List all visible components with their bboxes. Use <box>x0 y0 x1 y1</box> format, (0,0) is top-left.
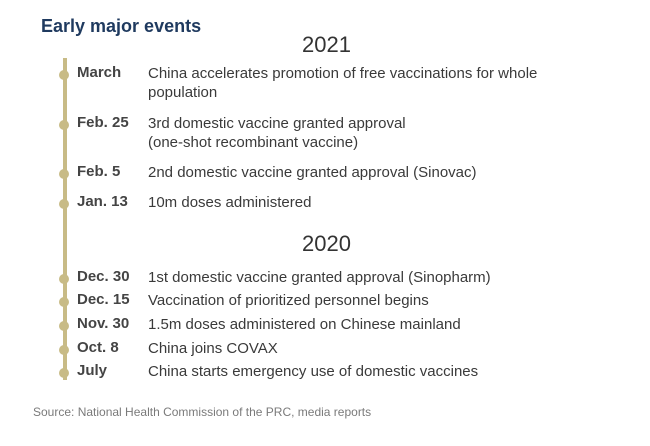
event-date: Feb. 25 <box>77 114 129 131</box>
timeline-dot <box>59 70 69 80</box>
event-date: Dec. 15 <box>77 291 130 308</box>
chart-title: Early major events <box>41 16 202 36</box>
timeline-dot <box>59 120 69 130</box>
event-date: March <box>77 64 122 81</box>
timeline-dot <box>59 274 69 284</box>
timeline-dot <box>59 345 69 355</box>
event-date: Feb. 5 <box>77 163 121 180</box>
timeline-dot <box>59 169 69 179</box>
event-date: July <box>77 362 108 379</box>
timeline-dot <box>59 368 69 378</box>
event-description: 2nd domestic vaccine granted approval (Sinovac) <box>148 164 477 181</box>
event-description: Vaccination of prioritized personnel begins <box>148 292 429 309</box>
timeline-dot <box>59 321 69 331</box>
event-date: Oct. 8 <box>77 339 119 356</box>
timeline-dot <box>59 199 69 209</box>
event-description: China starts emergency use of domestic vaccines <box>148 363 479 380</box>
event-date: Jan. 13 <box>77 193 128 210</box>
event-description: China accelerates promotion of free vaccinations for whole population <box>148 65 538 101</box>
event-description: 1.5m doses administered on Chinese mainland <box>148 316 461 333</box>
timeline-dot <box>59 297 69 307</box>
event-date: Nov. 30 <box>77 315 130 332</box>
event-description: 3rd domestic vaccine granted approval (one-shot recombinant vaccine) <box>148 115 406 151</box>
year-heading-2020: 2020 <box>302 231 351 256</box>
source-note: Source: National Health Commission of the PRC, media reports <box>33 405 372 419</box>
event-description: 10m doses administered <box>148 194 312 211</box>
event-description: China joins COVAX <box>148 340 278 357</box>
event-date: Dec. 30 <box>77 268 130 285</box>
timeline-line <box>63 58 67 380</box>
year-heading-2021: 2021 <box>302 32 351 57</box>
event-description: 1st domestic vaccine granted approval (Sinopharm) <box>148 269 491 286</box>
